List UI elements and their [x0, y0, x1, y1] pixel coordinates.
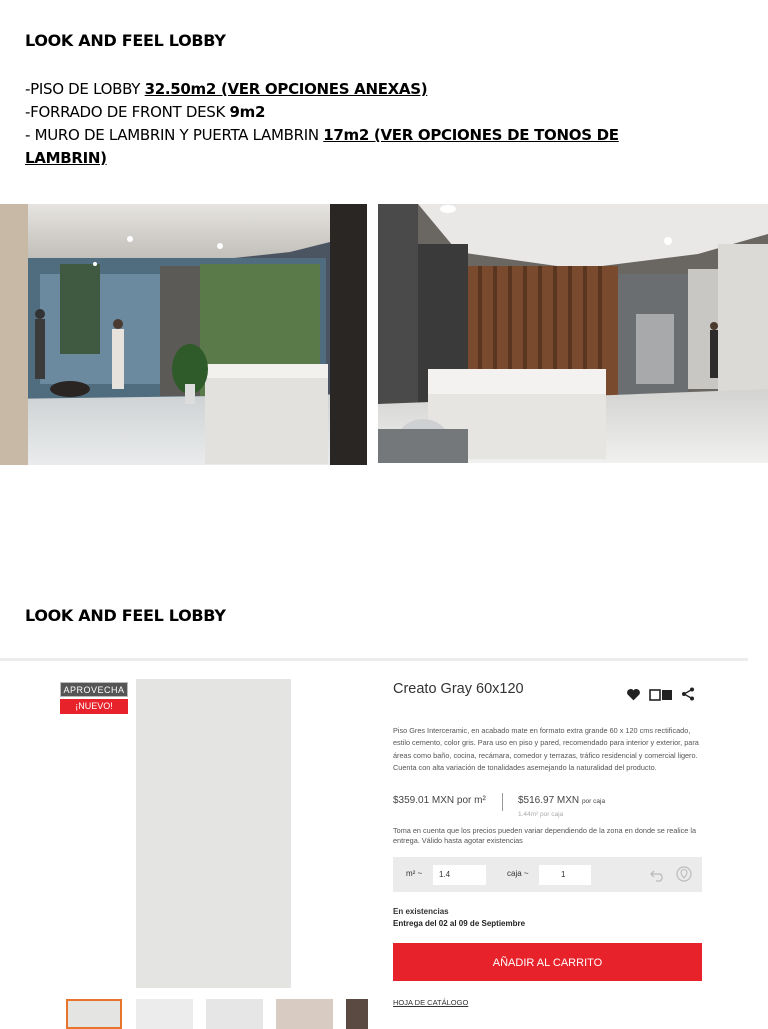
product-description: Piso Gres Interceramic, en acabado mate en formato extra grande 60 x 120 cms rectificado, estilo cemento, color gris. Para uso en piso y pared, recomendado para interior y exterior, para áreas como baño, cocina, recámara, comedor y terrazas, tráfico residencial y comercial ligero. Cuenta con alta variación de tonalidades asemejando la naturalidad del producto. [393, 726, 699, 772]
price-note: Toma en cuenta que los precios pueden variar dependiendo de la zona en donde se realice la entrega. Válido hasta agotar existencias [393, 826, 697, 845]
product-card [0, 658, 748, 1027]
location-icon[interactable] [676, 866, 692, 886]
undo-icon[interactable] [650, 867, 666, 886]
lobby-render-reception [378, 204, 768, 463]
product-image[interactable] [136, 679, 291, 988]
catalog-link[interactable]: HOJA DE CATÁLOGO [393, 998, 469, 1007]
thumbnail[interactable] [66, 999, 122, 1029]
stock-status: En existencias [393, 907, 449, 916]
product-title: Creato Gray 60x120 [393, 681, 524, 697]
compare-icon[interactable] [649, 686, 673, 705]
spec-desk [25, 101, 665, 124]
spec-floor-value: 32.50m2 (VER OPCIONES ANEXAS) [144, 80, 428, 98]
m2-label: m² ~ [406, 869, 423, 878]
price-box-value: $516.97 MXN [518, 795, 580, 806]
thumbnail[interactable] [136, 999, 193, 1029]
spec-desk-value: 9m2 [229, 103, 266, 121]
spec-wall-value: 17m2 (VER OPCIONES DE TONOS DE LAMBRIN) [25, 126, 619, 167]
spec-desk-label: -FORRADO DE FRONT DESK [25, 103, 230, 121]
spec-floor [25, 78, 665, 101]
box-input[interactable]: 1 [539, 865, 591, 885]
box-label: caja ~ [507, 869, 529, 878]
thumbnail[interactable] [346, 999, 368, 1029]
quantity-panel [393, 857, 702, 892]
specs-list [25, 78, 665, 170]
share-icon[interactable] [681, 686, 695, 705]
lobby-render-entrance [0, 204, 367, 465]
delivery-window: Entrega del 02 al 09 de Septiembre [393, 919, 526, 928]
product-actions [626, 686, 695, 705]
sale-badge: APROVECHA [60, 682, 128, 697]
spec-wall [25, 124, 665, 170]
spec-floor-label: -PISO DE LOBBY [25, 80, 145, 98]
section-title: LOOK AND FEEL LOBBY [25, 606, 226, 625]
page-title: LOOK AND FEEL LOBBY [25, 31, 226, 50]
price-divider [502, 793, 503, 811]
price-per-m2: $359.01 MXN por m² [393, 795, 486, 806]
heart-icon[interactable] [626, 686, 641, 705]
thumbnail[interactable] [206, 999, 263, 1029]
add-to-cart-button[interactable]: AÑADIR AL CARRITO [393, 943, 702, 981]
box-coverage: 1.44m² por caja [518, 811, 564, 818]
m2-input[interactable]: 1.4 [433, 865, 486, 885]
price-per-box [518, 795, 605, 806]
thumbnail[interactable] [276, 999, 333, 1029]
new-badge: ¡NUEVO! [60, 699, 128, 714]
price-box-unit: por caja [581, 798, 606, 805]
spec-wall-label: - MURO DE LAMBRIN Y PUERTA LAMBRIN [25, 126, 324, 144]
